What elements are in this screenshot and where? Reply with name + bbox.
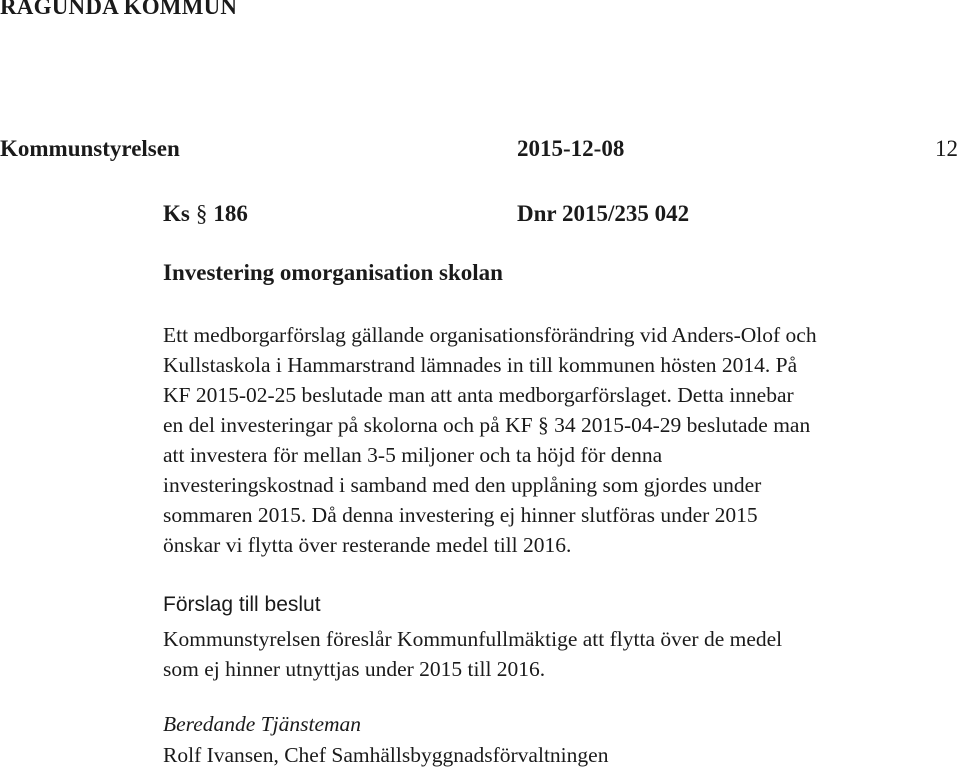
body-name: Kommunstyrelsen bbox=[0, 136, 180, 161]
body-line: Ett medborgarförslag gällande organisationsförändring vid Anders-Olof och bbox=[163, 323, 817, 347]
body-line: KF 2015-02-25 beslutade man att anta medborgarförslaget. Detta innebar bbox=[163, 383, 794, 407]
paragraph-reference bbox=[163, 201, 248, 227]
prepared-by-name: Rolf Ivansen, Chef Samhällsbyggnadsförvaltningen bbox=[163, 743, 609, 767]
organization-name: RAGUNDA KOMMUN bbox=[0, 0, 238, 19]
case-title: Investering omorganisation skolan bbox=[163, 260, 503, 285]
proposal-line: som ej hinner utnyttjas under 2015 till 2016. bbox=[163, 657, 546, 681]
body-line: önskar vi flytta över resterande medel till 2016. bbox=[163, 533, 572, 557]
case-description bbox=[163, 320, 953, 560]
page-number: 12 bbox=[935, 136, 958, 161]
paragraph-prefix: Ks bbox=[163, 201, 190, 226]
paragraph-number: 186 bbox=[213, 201, 248, 226]
diary-number: Dnr 2015/235 042 bbox=[517, 201, 690, 226]
meeting-date: 2015-12-08 bbox=[517, 136, 625, 161]
proposal-heading: Förslag till beslut bbox=[163, 593, 321, 616]
body-line: sommaren 2015. Då denna investering ej hinner slutföras under 2015 bbox=[163, 503, 758, 527]
paragraph-sign: § bbox=[195, 201, 208, 226]
body-line: investeringskostnad i samband med den upplåning som gjordes under bbox=[163, 473, 762, 497]
body-line: att investera för mellan 3-5 miljoner och ta höjd för denna bbox=[163, 443, 663, 467]
proposal-text bbox=[163, 624, 953, 684]
body-line: en del investeringar på skolorna och på KF § 34 2015-04-29 beslutade man bbox=[163, 413, 811, 437]
proposal-line: Kommunstyrelsen föreslår Kommunfullmäktige att flytta över de medel bbox=[163, 627, 783, 651]
body-line: Kullstaskola i Hammarstrand lämnades in till kommunen hösten 2014. På bbox=[163, 353, 798, 377]
prepared-by-label: Beredande Tjänsteman bbox=[163, 712, 362, 736]
